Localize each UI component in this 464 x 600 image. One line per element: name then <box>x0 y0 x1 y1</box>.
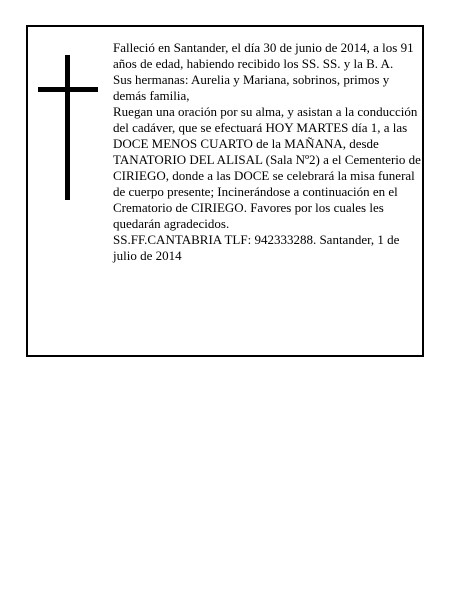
notice-paragraph-funeral: Ruegan una oración por su alma, y asistan a la conducción del cadáver, que se efectuará HOY MARTES día 1, a las DOCE MENOS CUARTO de la MAÑANA, desde TANATORIO DEL ALISAL (Sala Nº2) a el Cementerio de CIRIEGO, donde a las DOCE se celebrará la misa funeral de cuerpo presente; Incinerándose a continuación en el Crematorio de CIRIEGO. Favores por los cuales les quedarán agradecidos. <box>113 104 421 231</box>
cross-vertical-bar <box>65 55 70 200</box>
notice-paragraph-family: Sus hermanas: Aurelia y Mariana, sobrinos, primos y demás familia, <box>113 72 390 103</box>
notice-paragraph-contact: SS.FF.CANTABRIA TLF: 942333288. Santander, 1 de julio de 2014 <box>113 232 400 263</box>
obituary-notice <box>26 25 424 357</box>
notice-text <box>113 40 421 264</box>
cross-horizontal-bar <box>38 87 98 92</box>
cross-icon <box>38 55 98 200</box>
notice-paragraph-death: Falleció en Santander, el día 30 de junio de 2014, a los 91 años de edad, habiendo recibido los SS. SS. y la B. A. <box>113 40 414 71</box>
